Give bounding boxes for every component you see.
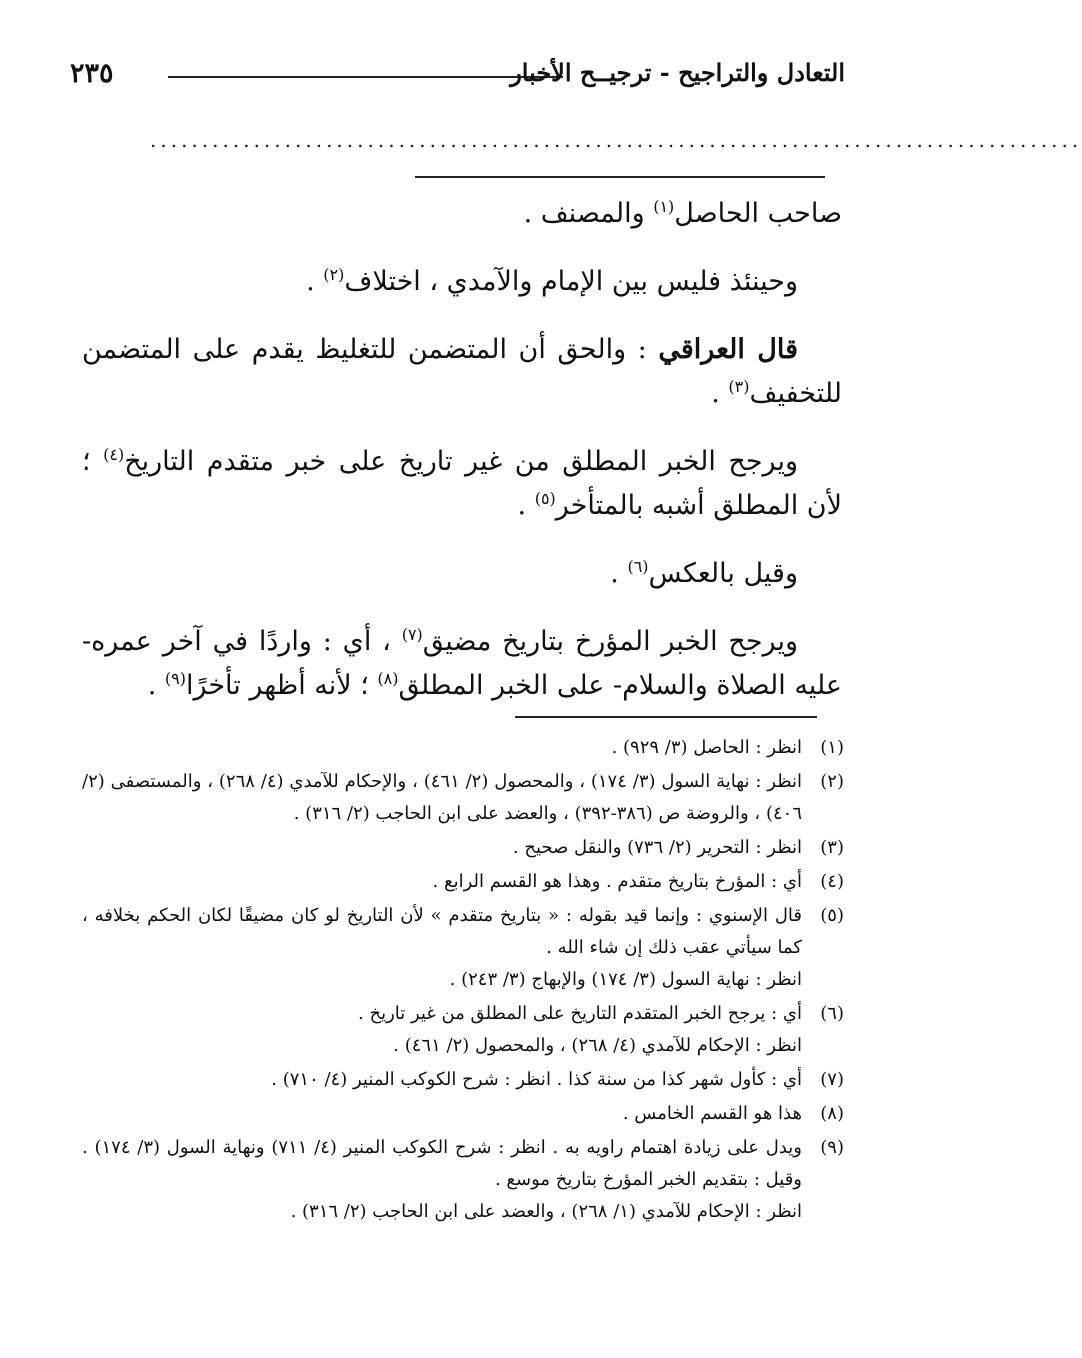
header-rule [168,76,563,78]
footnote-ref: (٥) [534,489,556,508]
footnote-ref: (٦) [627,557,649,576]
footnotes [82,732,844,1230]
paragraph-3: قال العراقي : والحق أن المتضمن للتغليظ يقدم على المتضمن للتخفيف$^{(٣)}$ . [82,334,842,409]
running-head: التعادل والتراجيح - ترجيــح الأخبار [510,58,845,87]
footnote-ref: (٢) [323,265,345,284]
footnote-1: (١)انظر : الحاصل (٣/ ٩٢٩) . [611,737,844,758]
footnote-ref: (٧) [401,625,423,644]
paragraph-5: وقيل بالعكس$^{(٦)}$ . [610,557,798,589]
footnote-7: (٧)أي : كأول شهر كذا من سنة كذا . انظر : شرح الكوكب المنير (٤/ ٧١٠) . [271,1069,844,1090]
top-rule [415,176,825,178]
footnote-ref: (٩) [164,669,186,688]
paragraph-6: ويرجح الخبر المؤرخ بتاريخ مضيق$^{(٧)}$ ، أي : واردًا في آخر عمره- عليه الصلاة والسلام- على الخبر المطلق$^{(٨)}$ ؛ لأنه أظهر تأخرًا$^{(٩)}$ . [82,625,842,701]
page-number: ٢٣٥ [70,58,114,89]
page-header [70,58,845,98]
footnote-rule [515,716,817,718]
footnote-3: (٣)انظر : التحرير (٢/ ٧٣٦) والنقل صحيح . [512,837,844,858]
footnote-ref: (١) [653,197,675,216]
body-text [82,192,842,732]
footnote-6: (٦)أي : يرجح الخبر المتقدم التاريخ على المطلق من غير تاريخ . انظر : الإحكام للآمدي (٤/ ٢٦٨) ، والمحصول (٢/ ٤٦١) . [358,1003,844,1056]
footnote-ref: (٨) [377,669,399,688]
footnote-2: (٢)انظر : نهاية السول (٣/ ١٧٤) ، والمحصول (٢/ ٤٦١) ، والإحكام للآمدي (٤/ ٢٦٨) ، والمستصفى (٢/ ٤٠٦) ، والروضة ص (٣٨٦-٣٩٢) ، والعضد على ابن الحاجب (٢/ ٣١٦) . [82,771,844,824]
footnote-ref: (٣) [728,377,750,396]
speaker-name: قال العراقي [658,334,799,365]
footnote-9: (٩)ويدل على زيادة اهتمام راويه به . انظر : شرح الكوكب المنير (٤/ ٧١١) ونهاية السول (٣/ ١٧٤) . وقيل : بتقديم الخبر المؤرخ بتاريخ موسع . انظر : الإحكام للآمدي (١/ ٢٦٨) ، والعضد على ابن الحاجب (٢/ ٣١٦) . [82,1137,844,1222]
footnote-ref: (٤) [103,445,125,464]
omission-dots: .......................................................................................... [150,128,1082,152]
footnote-4: (٤)أي : المؤرخ بتاريخ متقدم . وهذا هو القسم الرابع . [432,871,844,892]
footnote-5: (٥)قال الإسنوي : وإنما قيد بقوله : « بتاريخ متقدم » لأن التاريخ لو كان مضيقًا لكان الحكم بخلافه ، كما سيأتي عقب ذلك إن شاء الله . انظر : نهاية السول (٣/ ١٧٤) والإبهاج (٣/ ٢٤٣) . [82,905,844,990]
paragraph-1: صاحب الحاصل$^{(١)}$ والمصنف . [523,197,842,229]
footnote-8: (٨)هذا هو القسم الخامس . [622,1103,844,1124]
paragraph-2: وحينئذ فليس بين الإمام والآمدي ، اختلاف$^{(٢)}$ . [306,265,798,297]
paragraph-4: ويرجح الخبر المطلق من غير تاريخ على خبر متقدم التاريخ$^{(٤)}$ ؛ لأن المطلق أشبه بالمتأخر$^{(٥)}$ . [82,445,842,521]
